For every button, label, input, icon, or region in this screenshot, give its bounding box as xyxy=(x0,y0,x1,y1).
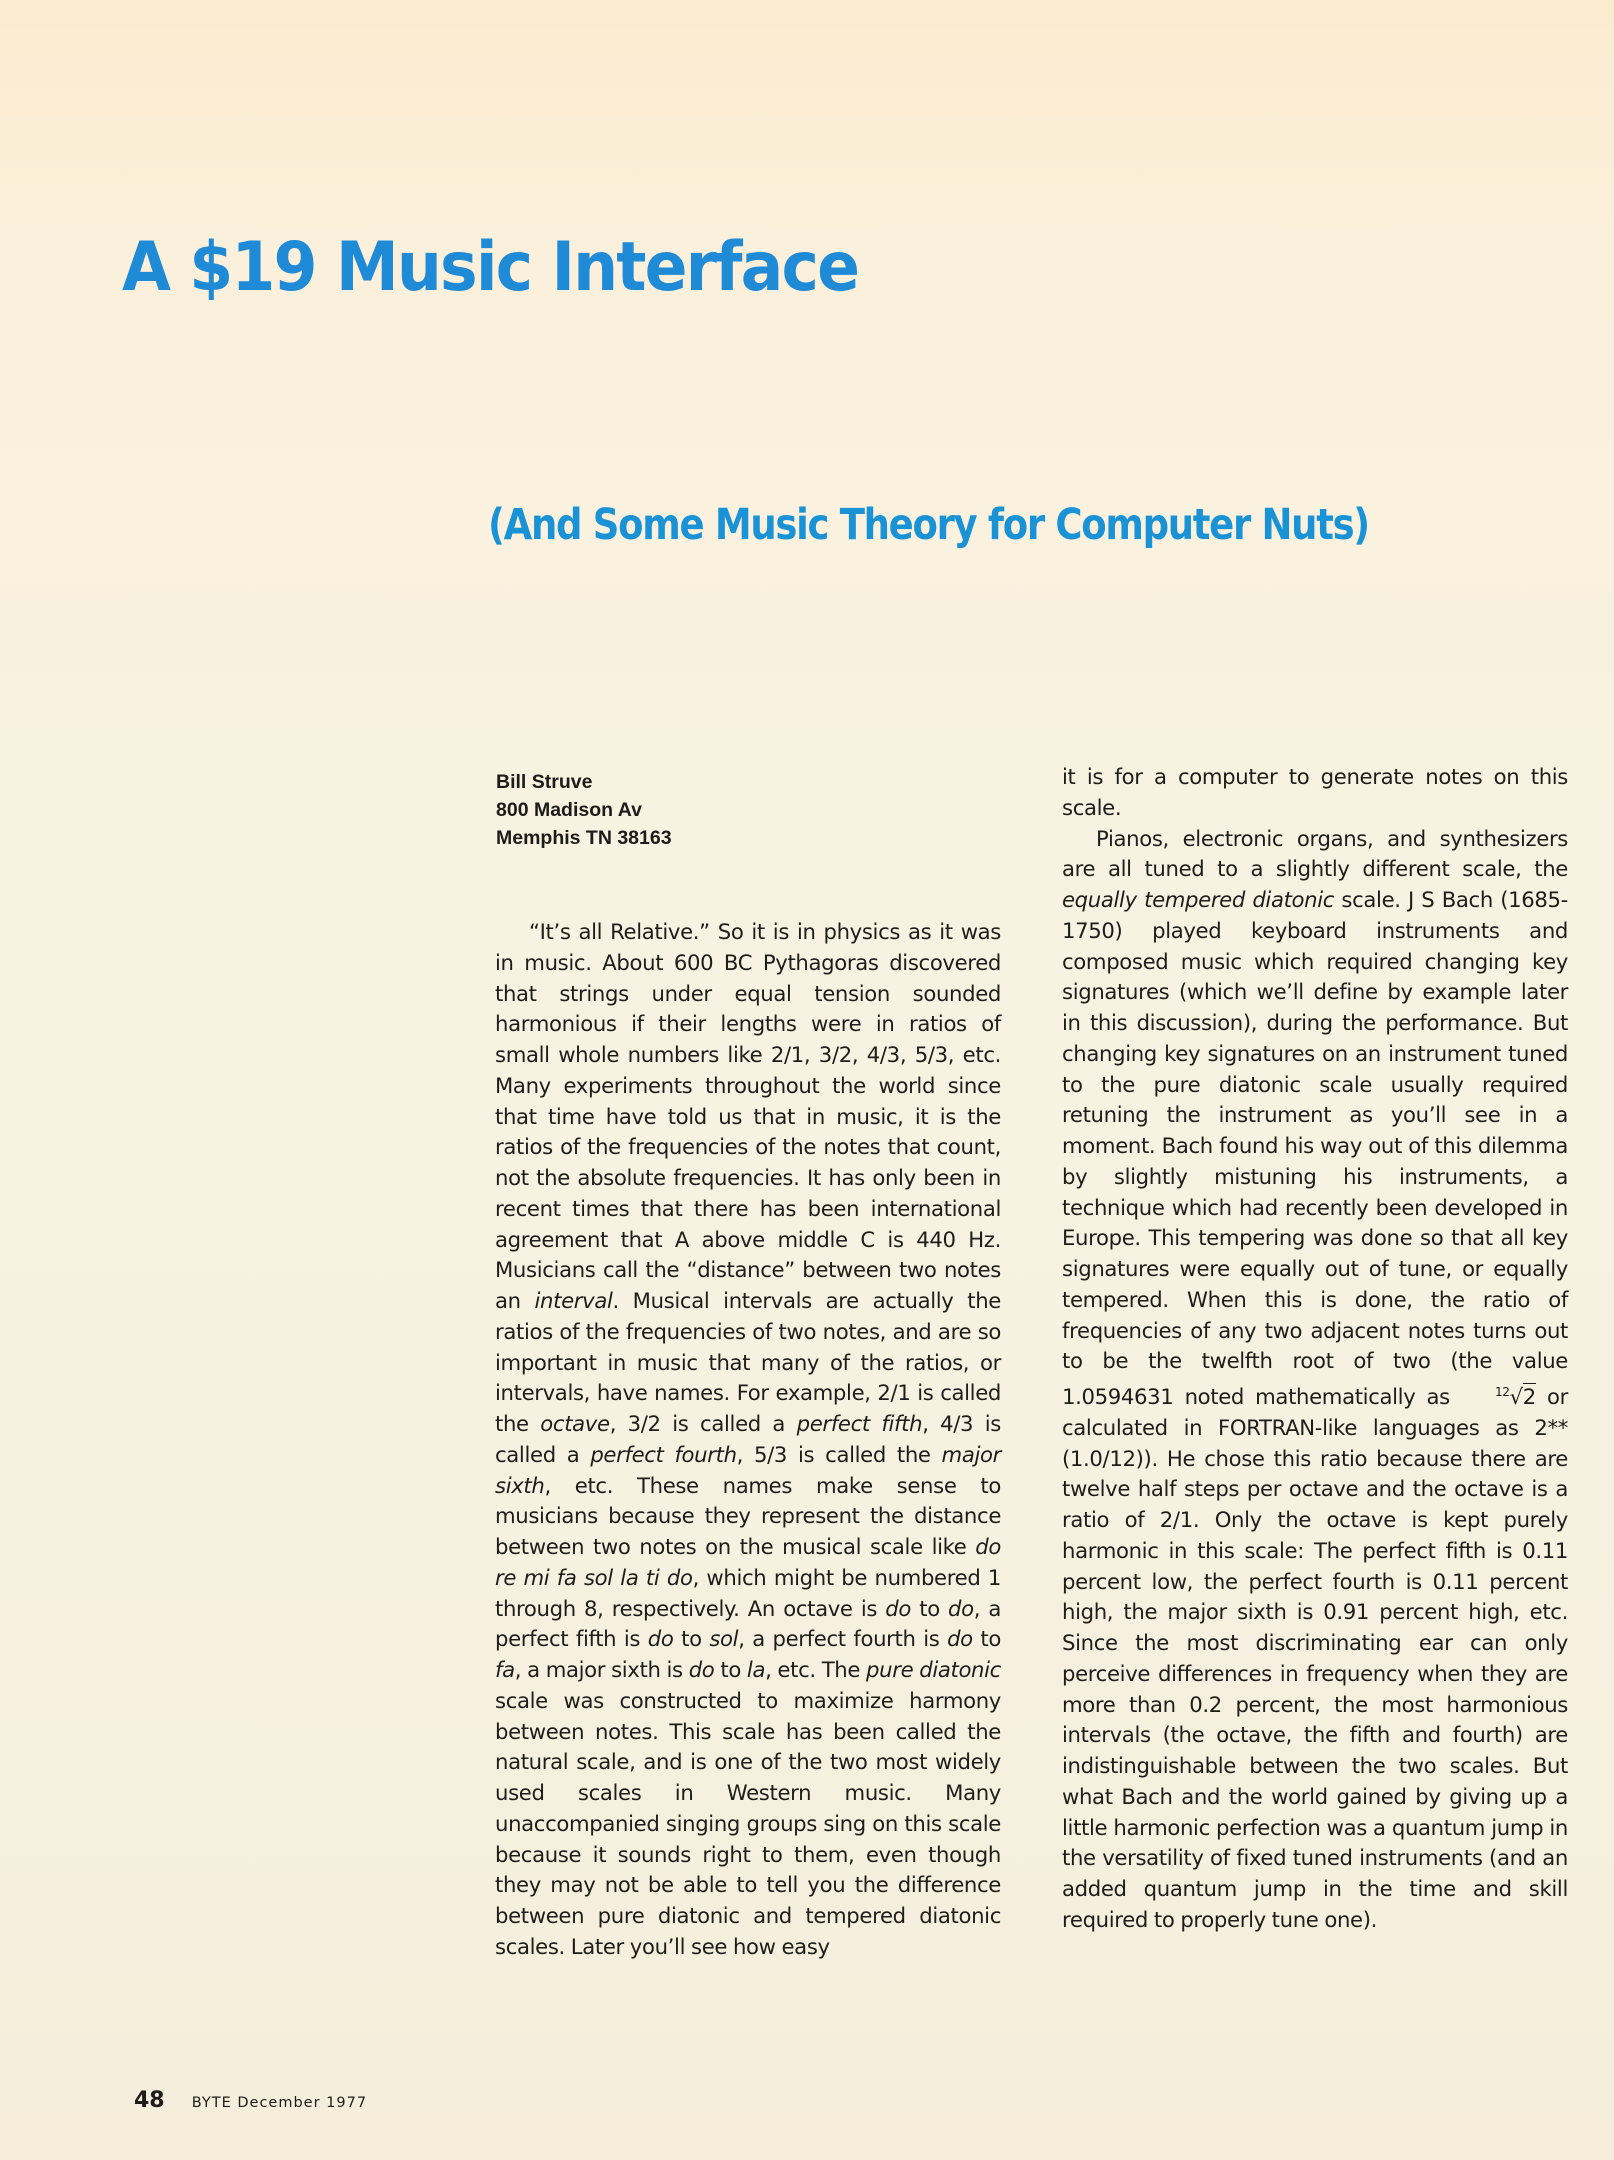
emphasis-term: sol xyxy=(709,1626,739,1652)
emphasis-term: equally tempered diatonic xyxy=(1062,887,1335,912)
text-run: , 4/3 is called a xyxy=(495,1411,1001,1467)
issue-info: BYTE December 1977 xyxy=(191,2095,368,2111)
body-column-right xyxy=(1062,762,1568,1936)
text-run: to xyxy=(673,1626,710,1652)
body-column-left xyxy=(495,917,1001,1963)
page-number: 48 xyxy=(134,2088,165,2113)
emphasis-term: do xyxy=(688,1657,715,1682)
emphasis-term: pure diatonic xyxy=(866,1657,1001,1682)
text-run: or calculated in FORTRAN-like languages as 2**(1.0/12)). He chose this ratio because there are twelve half steps per octave and the octave is a ratio of 2/1. Only the octave is kept purely harmonic in this scale: The perfect fifth is 0.11 percent low, the perfect fourth is 0.11 percent high, the major sixth is 0.91 percent high, etc. Since the most discriminating ear can only perceive differences in frequency when they are more than 0.2 percent, the most harmonious intervals (the octave, the fifth and fourth) are indistinguishable between the two scales. But what Bach and the world gained by giving up a little harmonic perfection was a quantum jump in the versatility of fixed tuned instruments (and an added quantum jump in the time and skill required to properly tune one). xyxy=(1062,1384,1569,1932)
page-footer xyxy=(134,2088,367,2113)
text-run: scale was constructed to maximize harmony between notes. This scale has been called the natural scale, and is one of the two most widely used scales in Western music. Many unaccompanied singing groups sing on this scale because it sounds right to them, even though they may not be able to tell you the difference between pure diatonic and tempered diatonic scales. Later you’ll see how easy xyxy=(495,1687,1001,1959)
text-run: to xyxy=(911,1595,949,1621)
emphasis-term: octave xyxy=(540,1411,610,1436)
emphasis-term: do xyxy=(647,1626,674,1652)
emphasis-term: la xyxy=(746,1657,766,1682)
radicand: 2 xyxy=(1522,1384,1536,1410)
twelfth-root-of-two xyxy=(1461,1377,1536,1413)
emphasis-term: fa xyxy=(495,1657,515,1682)
emphasis-term: perfect fifth xyxy=(796,1411,923,1436)
paragraph-tempered-scale xyxy=(1062,824,1568,1936)
emphasis-term: do xyxy=(947,1626,973,1652)
emphasis-term: perfect fourth xyxy=(590,1441,737,1467)
emphasis-term: interval xyxy=(534,1288,613,1313)
text-run: , a major sixth is xyxy=(514,1657,689,1682)
text-run: Pianos, electronic organs, and synthesizers are all tuned to a slightly different scale, the xyxy=(1062,825,1568,882)
text-run: , etc. These names make sense to musicians because they represent the distance between two notes on the musical scale like xyxy=(495,1472,1001,1559)
author-address-city: Memphis TN 38163 xyxy=(496,827,672,849)
radical-sign: √ xyxy=(1509,1384,1523,1410)
text-run: , which might be numbered 1 through 8, respectively. An octave is xyxy=(495,1564,1001,1621)
text-run: . Musical intervals are actually the ratios of the frequencies of two notes, and are so important in music that many of the ratios, or intervals, have names. For example, 2/1 is called the xyxy=(495,1288,1001,1436)
text-run: scale. J S Bach (1685-1750) played keyboard instruments and composed music which required changing key signatures (which we’ll define by example later in this discussion), during the performance. But changing key signatures on an instrument tuned to the pure diatonic scale usually required retuning the instrument as you’ll see in a moment. Bach found his way out of this dilemma by slightly mistuning his instruments, a technique which had recently been developed in Europe. This tempering was done so that all key signatures were equally out of tune, or equally tempered. When this is done, the ratio of frequencies of any two adjacent notes turns out to be the twelfth root of two (the value 1.0594631 noted mathematically as xyxy=(1062,887,1568,1410)
author-name: Bill Struve xyxy=(496,771,593,793)
emphasis-term: do xyxy=(885,1595,912,1621)
paragraph-intro-part1 xyxy=(495,917,1001,1963)
text-run: , a perfect fifth is xyxy=(495,1595,1002,1652)
paragraph-intro-part2 xyxy=(1062,762,1568,824)
article-title: A $19 Music Interface xyxy=(122,228,859,307)
author-address-street: 800 Madison Av xyxy=(496,799,642,821)
emphasis-term: do re mi fa sol la ti do xyxy=(495,1534,1001,1590)
text-run: it is for a computer to generate notes on this scale. xyxy=(1062,764,1568,820)
text-run: “It’s all Relative.” So it is in physics as it was in music. About 600 BC Pythagoras discovered that strings under equal tension sounded harmonious if their lengths were in ratios of small whole numbers like 2/1, 3/2, 4/3, 5/3, etc. Many experiments throughout the world since that time have told us that in music, it is the ratios of the frequencies of the notes that count, not the absolute frequencies. It has only been in recent times that there has been international agreement that A above middle C is 440 Hz. Musicians call the “distance” between two notes an xyxy=(495,919,1001,1313)
text-run: , 3/2 is called a xyxy=(609,1411,797,1436)
root-index: 12 xyxy=(1495,1385,1510,1399)
text-run: to xyxy=(972,1626,1001,1652)
emphasis-term: do xyxy=(948,1595,974,1621)
text-run: , etc. The xyxy=(765,1657,867,1682)
text-run: to xyxy=(714,1657,747,1682)
emphasis-term: major sixth xyxy=(495,1441,1001,1498)
author-byline xyxy=(496,768,672,852)
text-run: , 5/3 is called the xyxy=(736,1441,942,1467)
article-subtitle: (And Some Music Theory for Computer Nuts) xyxy=(488,500,1369,550)
text-run: , a perfect fourth is xyxy=(738,1626,948,1652)
